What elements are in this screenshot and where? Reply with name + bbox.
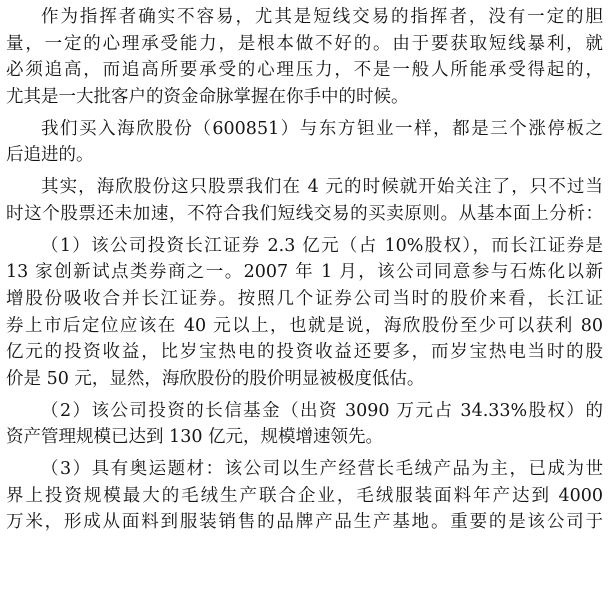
text-line: 量，一定的心理承受能力，是根本做不好的。由于要获取短线暴利，就 bbox=[6, 33, 603, 54]
text-line: 万米，形成从面料到服装销售的品牌产品生产基地。重要的是该公司于 bbox=[6, 512, 603, 533]
paragraph-4 bbox=[6, 233, 603, 393]
text-line: 作为指挥者确实不容易，尤其是短线交易的指挥者，没有一定的胆 bbox=[41, 7, 603, 27]
text-line: （3）具有奥运题材：该公司以生产经营长毛绒产品为主，已成为世 bbox=[41, 459, 603, 479]
paragraph-5 bbox=[6, 398, 603, 451]
text-line: 亿元的投资收益，比岁宝热电的投资收益还要多，而岁宝热电当时的股 bbox=[6, 342, 603, 363]
paragraph-1 bbox=[6, 4, 603, 111]
text-line: 后追进的。 bbox=[6, 145, 94, 166]
text-line: 其实，海欣股份这只股票我们在 4 元的时候就开始关注了，只不过当 bbox=[41, 177, 603, 198]
text-line: 必须追高，而追高所要承受的心理压力，不是一般人所能承受得起的， bbox=[6, 60, 603, 81]
text-line: 资产管理规模已达到 130 亿元，规模增速领先。 bbox=[6, 427, 384, 448]
text-line: 13 家创新试点类券商之一。2007 年 1 月，该公司同意参与石炼化以新 bbox=[6, 262, 603, 283]
paragraph-6 bbox=[6, 456, 603, 536]
text-line: 券上市后定位应该在 40 元以上，也就是说，海欣股份至少可以获利 80 bbox=[6, 315, 603, 336]
text-line: （1）该公司投资长江证券 2.3 亿元（占 10%股权），而长江证券是 bbox=[41, 235, 603, 256]
text-line: 价是 50 元，显然，海欣股份的股价明显被极度低估。 bbox=[6, 368, 425, 389]
text-line: 我们买入海欣股份（600851）与东方钽业一样，都是三个涨停板之 bbox=[41, 118, 603, 139]
text-line: 时这个股票还未加速，不符合我们短线交易的买卖原则。从基本面上分析： bbox=[6, 203, 603, 224]
paragraph-2 bbox=[6, 116, 603, 169]
text-line: 增股份吸收合并长江证券。按照几个证券公司当时的股价来看，长江证 bbox=[6, 288, 603, 309]
paragraph-3 bbox=[6, 174, 603, 227]
text-line: 界上投资规模最大的毛绒生产联合企业，毛绒服装面料年产达到 4000 bbox=[6, 485, 603, 506]
text-line: 尤其是一大批客户的资金命脉掌握在你手中的时候。 bbox=[6, 87, 409, 108]
text-line: （2）该公司投资的长信基金（出资 3090 万元占 34.33%股权）的 bbox=[41, 400, 603, 421]
